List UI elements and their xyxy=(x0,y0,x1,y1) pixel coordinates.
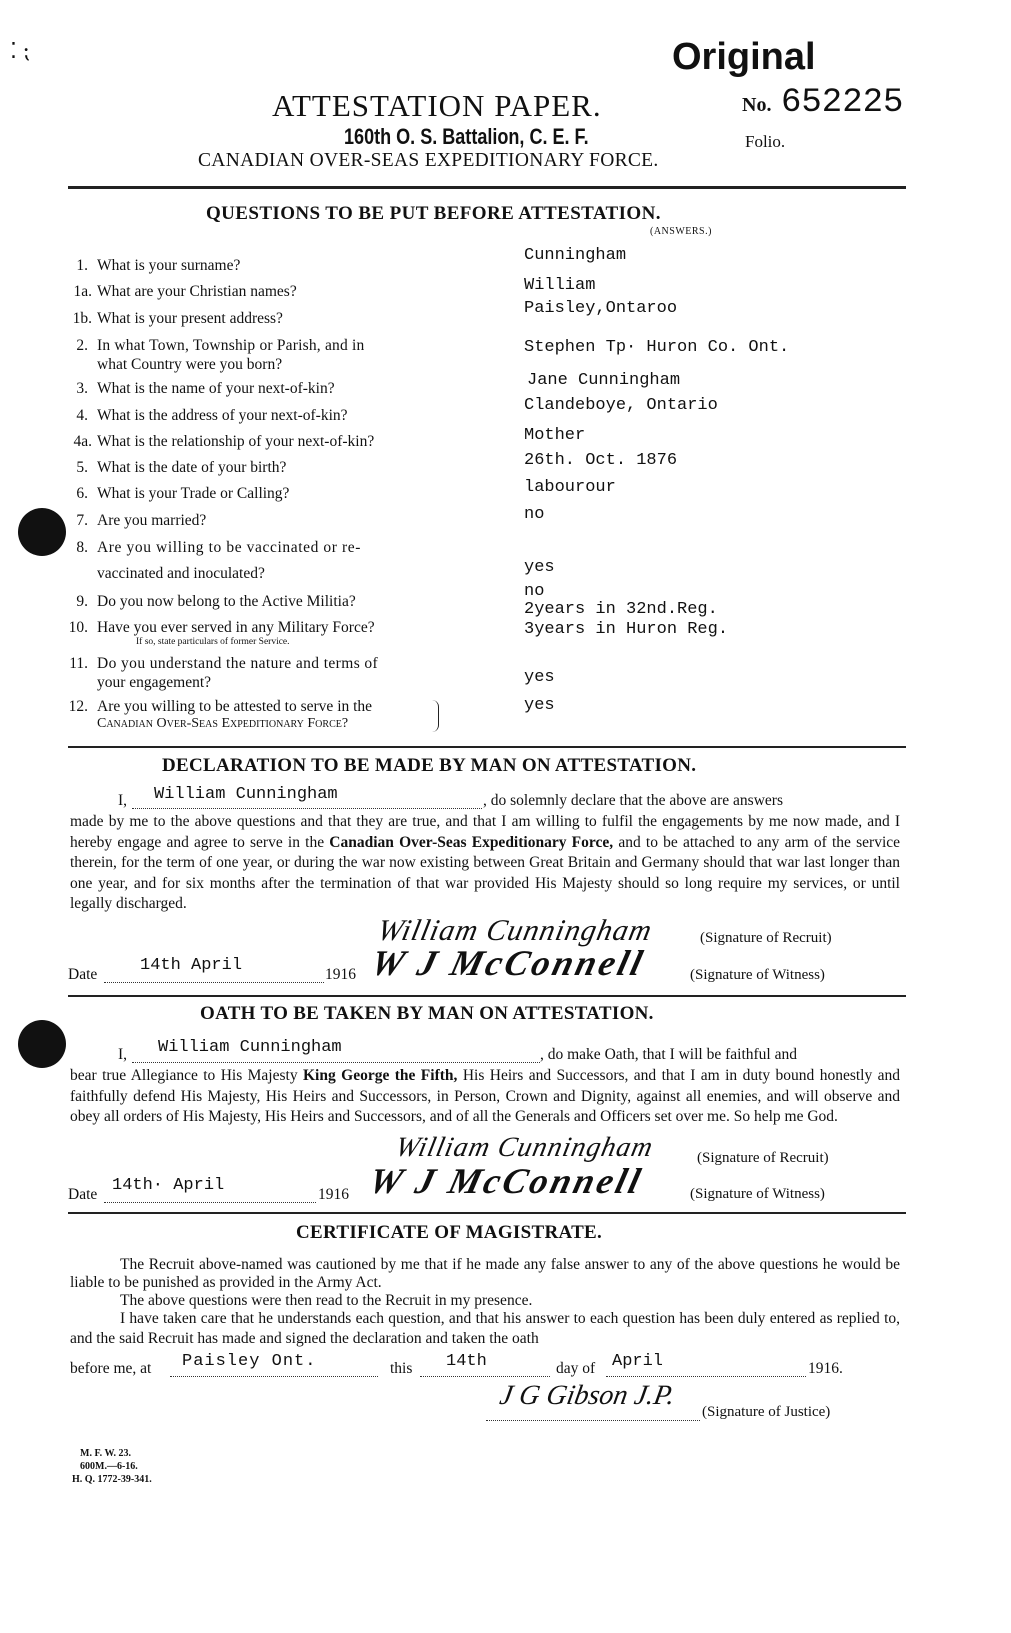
force-title: CANADIAN OVER-SEAS EXPEDITIONARY FORCE. xyxy=(198,150,659,171)
answer-value: William xyxy=(524,276,596,295)
answer-value: Clandeboye, Ontario xyxy=(524,396,718,415)
recruit-signature-label: (Signature of Recruit) xyxy=(700,930,832,946)
question-text-cont: vaccinated and inoculated? xyxy=(97,565,265,582)
declaration-title: DECLARATION TO BE MADE BY MAN ON ATTESTATION. xyxy=(162,755,697,776)
question-text: Do you now belong to the Active Militia? xyxy=(97,593,356,610)
declaration-line-1: , do solemnly declare that the above are answers xyxy=(483,792,783,809)
question-text: Are you married? xyxy=(97,512,207,529)
question-number: 9. xyxy=(76,593,88,610)
oath-witness-signature: W J McConnell xyxy=(365,1161,648,1201)
question-text: Are you willing to be vaccinated or re- xyxy=(97,539,361,556)
question-text: Are you willing to be attested to serve in the xyxy=(97,698,373,715)
question-text-cont: your engagement? xyxy=(97,674,212,691)
magistrate-year: 1916. xyxy=(808,1360,843,1377)
document-title: ATTESTATION PAPER. xyxy=(272,88,602,123)
justice-signature: J G Gibson J.P. xyxy=(497,1380,678,1411)
declaration-body xyxy=(70,812,900,915)
question-number: 7. xyxy=(76,512,88,529)
oath-text: bear true Allegiance to His Majesty xyxy=(70,1067,298,1084)
question-number: 4. xyxy=(76,407,88,424)
magistrate-place: Paisley Ont. xyxy=(182,1352,317,1371)
answer-value: Jane Cunningham xyxy=(527,371,681,390)
oath-date: 14th· April xyxy=(112,1176,225,1195)
answer-value: yes xyxy=(524,558,555,577)
declaration-year: 1916 xyxy=(325,966,356,983)
certificate-title: CERTIFICATE OF MAGISTRATE. xyxy=(296,1222,603,1243)
corner-marks: ⁚ ⁏ xyxy=(10,38,30,63)
recruit-signature: William Cunningham xyxy=(374,914,656,947)
justice-signature-underline xyxy=(486,1420,700,1421)
question-text: What is your present address? xyxy=(97,310,283,327)
question-text: Have you ever served in any Military Force? xyxy=(97,619,375,636)
question-number: 8. xyxy=(76,539,88,556)
certificate-para-1 xyxy=(70,1256,900,1292)
answer-value: no xyxy=(524,505,545,524)
question-number: 5. xyxy=(76,459,88,476)
question-number: 1b. xyxy=(72,310,92,327)
question-text: Do you understand the nature and terms of xyxy=(97,655,379,672)
this-label: this xyxy=(390,1360,413,1377)
question-text: What are your Christian names? xyxy=(97,283,297,300)
justice-signature-label: (Signature of Justice) xyxy=(702,1404,831,1420)
before-label: before me, at xyxy=(70,1360,152,1377)
question-number: 10. xyxy=(68,619,88,636)
answer-value: no xyxy=(524,582,545,601)
question-number: 2. xyxy=(76,337,88,354)
answer-value: 2years in 32nd.Reg. xyxy=(524,600,718,619)
place-underline xyxy=(170,1376,378,1377)
folio-label: Folio. xyxy=(745,132,786,151)
question-number: 1a. xyxy=(73,283,92,300)
question-number: 1. xyxy=(76,257,88,274)
oath-line-1: , do make Oath, that I will be faithful and xyxy=(540,1046,797,1063)
witness-signature-label: (Signature of Witness) xyxy=(690,967,825,983)
declaration-text: made by me to the above questions and that they are true, and that I am willing to fulfil the engagements by me now made, and I hereby engage and agree to serve in the xyxy=(70,813,900,851)
oath-body xyxy=(70,1066,900,1128)
name-underline xyxy=(132,808,482,809)
oath-king: King George the Fifth, xyxy=(303,1067,458,1084)
question-text: What is your surname? xyxy=(97,257,241,274)
punch-hole-lower xyxy=(18,1020,66,1068)
oath-title: OATH TO BE TAKEN BY MAN ON ATTESTATION. xyxy=(200,1003,654,1024)
oath-recruit-signature: William Cunningham xyxy=(392,1132,657,1163)
answer-value: Paisley,Ontaroo xyxy=(524,299,678,318)
answer-value-cont: 3years in Huron Reg. xyxy=(524,620,729,639)
question-text: In what Town, Township or Parish, and in xyxy=(97,337,365,354)
number-label: No. xyxy=(742,94,772,116)
hq-reference: H. Q. 1772-39-341. xyxy=(72,1474,152,1485)
answers-label: (ANSWERS.) xyxy=(650,226,712,237)
answer-value: Stephen Tp· Huron Co. Ont. xyxy=(524,338,790,357)
declaration-date: 14th April xyxy=(140,956,243,975)
certificate-para-2 xyxy=(70,1292,900,1310)
month-underline xyxy=(606,1376,806,1377)
question-text-cont: what Country were you born? xyxy=(97,356,283,373)
form-number: M. F. W. 23. xyxy=(80,1448,132,1459)
date-underline xyxy=(104,982,324,983)
battalion-stamp: 160th O. S. Battalion, C. E. F. xyxy=(344,124,589,149)
answer-value: 26th. Oct. 1876 xyxy=(524,451,678,470)
declaration-lead: I, xyxy=(118,792,128,809)
questions-title: QUESTIONS TO BE PUT BEFORE ATTESTATION. xyxy=(206,203,661,224)
bracket xyxy=(432,700,439,732)
question-number: 11. xyxy=(69,655,88,672)
oath-date-label: Date xyxy=(68,1186,98,1203)
oath-name-underline xyxy=(132,1062,540,1063)
question-text: What is the date of your birth? xyxy=(97,459,287,476)
certificate-para-3 xyxy=(70,1309,900,1349)
day-of-label: day of xyxy=(556,1360,596,1377)
answer-value: labourour xyxy=(524,478,616,497)
print-run: 600M.—6-16. xyxy=(80,1461,138,1472)
witness-signature: W J McConnell xyxy=(367,943,650,983)
question-number: 4a. xyxy=(73,433,92,450)
answer-value: yes xyxy=(524,696,555,715)
oath-recruit-signature-label: (Signature of Recruit) xyxy=(697,1150,829,1166)
answer-value: Mother xyxy=(524,426,586,445)
question-number: 3. xyxy=(76,380,88,397)
oath-year: 1916 xyxy=(318,1186,349,1203)
regimental-number: 652225 xyxy=(781,84,904,122)
rule-oath-end xyxy=(68,1212,906,1214)
question-number: 12. xyxy=(68,698,88,715)
certificate-text-2: The above questions were then read to the Recruit in my presence. xyxy=(120,1292,533,1309)
question-text: What is the name of your next-of-kin? xyxy=(97,380,335,397)
question-number: 6. xyxy=(76,485,88,502)
oath-name-field: William Cunningham xyxy=(158,1038,342,1057)
magistrate-month: April xyxy=(612,1352,664,1371)
original-stamp: Original xyxy=(672,36,816,78)
question-text: What is the relationship of your next-of-kin? xyxy=(97,433,375,450)
oath-text-cont: His Heirs and Successors, and that I am in duty bound honestly and faithfully defend His Majesty, His Heirs and Successors, in Person, Crown and Dignity, against all enemies, and will observe and obey all orders of His Majesty, His Heirs and Successors, and of all the Generals and Officers set over me. So help me God. xyxy=(70,1067,901,1125)
oath-lead: I, xyxy=(118,1046,128,1063)
certificate-text-3: I have taken care that he understands each question, and that his answer to each question has been duly entered as replied to, and the said Recruit has made and signed the declaration and taken the oath xyxy=(70,1310,900,1347)
rule-questions-end xyxy=(68,746,906,748)
question-text: What is your Trade or Calling? xyxy=(97,485,290,502)
top-rule xyxy=(68,186,906,189)
question-text-cont: Canadian Over-Seas Expeditionary Force? xyxy=(97,716,349,731)
day-underline xyxy=(420,1376,550,1377)
magistrate-day: 14th xyxy=(446,1352,487,1371)
question-text: What is the address of your next-of-kin? xyxy=(97,407,348,424)
answer-value: yes xyxy=(524,668,555,687)
question-text-cont: If so, state particulars of former Service. xyxy=(136,637,290,647)
declaration-text-cont: and to be attached to any arm of the service therein, for the term of one year, or during the war now existing between Great Britain and Germany should that war last longer than one year, and for six months after the termination of that war provided His Majesty should so long require my services, or until legally discharged. xyxy=(70,833,901,912)
oath-witness-signature-label: (Signature of Witness) xyxy=(690,1186,825,1202)
recruit-name-field: William Cunningham xyxy=(154,785,338,804)
oath-date-underline xyxy=(104,1202,316,1203)
answer-value: Cunningham xyxy=(524,246,627,265)
declaration-force: Canadian Over-Seas Expeditionary Force, xyxy=(329,833,614,851)
certificate-text-1: The Recruit above-named was cautioned by me that if he made any false answer to any of the above questions he would be liable to be punished as provided in the Army Act. xyxy=(70,1256,900,1291)
rule-declaration-end xyxy=(68,995,906,997)
date-label: Date xyxy=(68,966,98,983)
